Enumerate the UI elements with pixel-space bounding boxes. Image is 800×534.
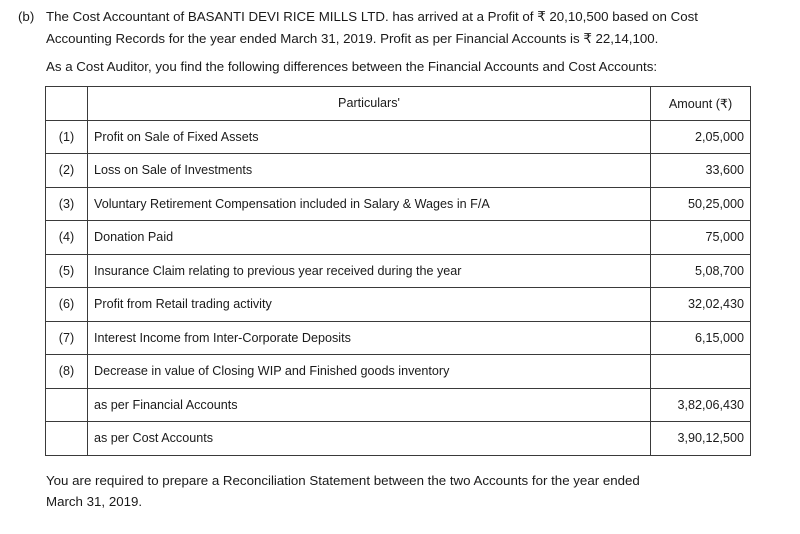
row-particulars: as per Cost Accounts xyxy=(88,422,651,456)
row-amount: 3,90,12,500 xyxy=(651,422,751,456)
row-amount: 5,08,700 xyxy=(651,254,751,288)
row-amount: 3,82,06,430 xyxy=(651,388,751,422)
row-number xyxy=(46,422,88,456)
task-instruction xyxy=(46,470,786,512)
row-particulars: Donation Paid xyxy=(88,221,651,255)
row-particulars: Profit from Retail trading activity xyxy=(88,288,651,322)
row-amount: 33,600 xyxy=(651,154,751,188)
intro-text-1: The Cost Accountant of BASANTI DEVI RICE MILLS LTD. has arrived at a Profit of ₹ 20,10,500 based on Cost xyxy=(46,9,698,24)
table-row xyxy=(46,120,751,154)
header-amount: Amount (₹) xyxy=(651,87,751,121)
table-row xyxy=(46,254,751,288)
row-number: (5) xyxy=(46,254,88,288)
table-row xyxy=(46,422,751,456)
intro-line-2: Accounting Records for the year ended March 31, 2019. Profit as per Financial Accounts is ₹ 22,14,100. xyxy=(46,31,659,46)
row-amount: 6,15,000 xyxy=(651,321,751,355)
question-intro xyxy=(18,6,788,78)
row-particulars: Profit on Sale of Fixed Assets xyxy=(88,120,651,154)
row-particulars: Interest Income from Inter-Corporate Deposits xyxy=(88,321,651,355)
intro-line-3: As a Cost Auditor, you find the following differences between the Financial Accounts and Cost Accounts: xyxy=(46,59,658,74)
row-amount xyxy=(651,355,751,389)
task-line-2: March 31, 2019. xyxy=(46,494,143,509)
row-number: (8) xyxy=(46,355,88,389)
row-number: (6) xyxy=(46,288,88,322)
row-number xyxy=(46,388,88,422)
table-header-row xyxy=(46,87,751,121)
row-number: (7) xyxy=(46,321,88,355)
row-amount: 2,05,000 xyxy=(651,120,751,154)
row-particulars: as per Financial Accounts xyxy=(88,388,651,422)
task-line-1: You are required to prepare a Reconciliation Statement between the two Accounts for the year ended xyxy=(46,473,640,488)
row-particulars: Decrease in value of Closing WIP and Finished goods inventory xyxy=(88,355,651,389)
header-particulars: Particulars' xyxy=(88,87,651,121)
table-row xyxy=(46,154,751,188)
row-amount: 32,02,430 xyxy=(651,288,751,322)
table-row xyxy=(46,221,751,255)
row-particulars: Voluntary Retirement Compensation included in Salary & Wages in F/A xyxy=(88,187,651,221)
row-particulars: Insurance Claim relating to previous year received during the year xyxy=(88,254,651,288)
table-row xyxy=(46,388,751,422)
row-particulars: Loss on Sale of Investments xyxy=(88,154,651,188)
table-row xyxy=(46,355,751,389)
row-amount: 50,25,000 xyxy=(651,187,751,221)
row-amount: 75,000 xyxy=(651,221,751,255)
question-tag: (b) xyxy=(18,9,35,24)
table-row xyxy=(46,321,751,355)
differences-table xyxy=(45,86,751,456)
table-row xyxy=(46,288,751,322)
row-number: (4) xyxy=(46,221,88,255)
table-row xyxy=(46,187,751,221)
intro-line-1 xyxy=(18,6,788,28)
header-number xyxy=(46,87,88,121)
row-number: (1) xyxy=(46,120,88,154)
row-number: (3) xyxy=(46,187,88,221)
row-number: (2) xyxy=(46,154,88,188)
